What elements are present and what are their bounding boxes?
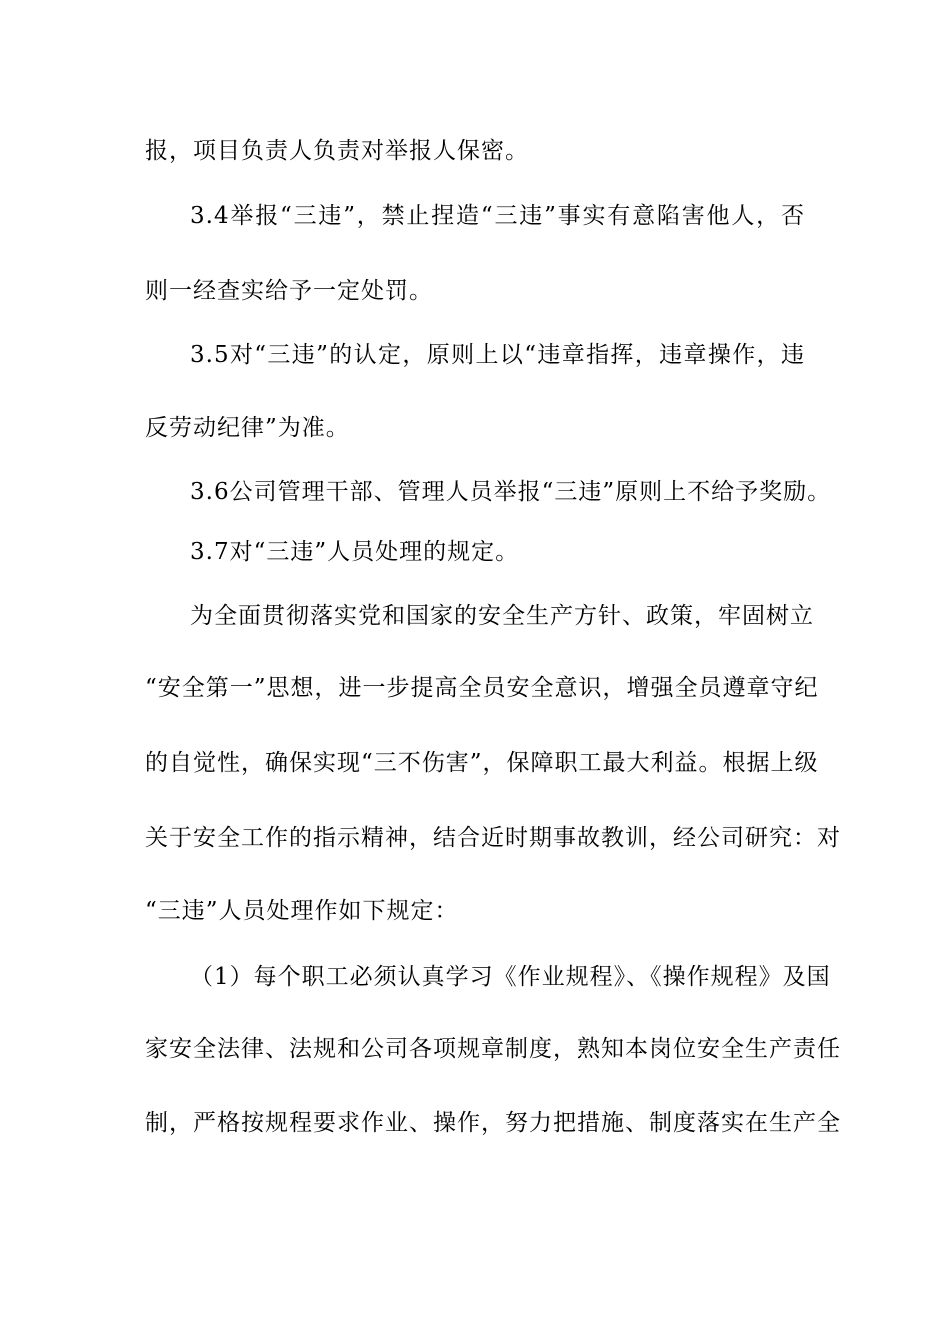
text-line-14: 家安全法律、法规和公司各项规章制度，熟知本岗位安全生产责任 <box>145 1036 841 1062</box>
text-line-13: （1）每个职工必须认真学习《作业规程》、《操作规程》及国 <box>190 964 831 990</box>
text-line-9: “安全第一”思想，进一步提高全员安全意识，增强全员遵章守纪 <box>145 675 819 701</box>
text-line-8: 为全面贯彻落实党和国家的安全生产方针、政策，牢固树立 <box>190 603 814 629</box>
text-line-4: 3.5对“三违”的认定，原则上以“违章指挥，违章操作，违 <box>190 342 805 368</box>
text-line-7: 3.7对“三违”人员处理的规定。 <box>190 539 520 565</box>
text-line-5: 反劳动纪律”为准。 <box>145 415 350 441</box>
text-line-12: “三违”人员处理作如下规定： <box>145 898 459 924</box>
text-line-10: 的自觉性，确保实现“三不伤害”，保障职工最大利益。根据上级 <box>145 750 819 776</box>
text-line-11: 关于安全工作的指示精神，结合近时期事故教训，经公司研究：对 <box>145 825 841 851</box>
text-line-6: 3.6公司管理干部、管理人员举报“三违”原则上不给予奖励。 <box>190 479 832 505</box>
text-line-2: 3.4举报“三违”，禁止捏造“三违”事实有意陷害他人，否 <box>190 203 805 229</box>
text-line-3: 则一经查实给予一定处罚。 <box>145 278 433 304</box>
text-line-1: 报，项目负责人负责对举报人保密。 <box>145 138 529 164</box>
text-line-15: 制，严格按规程要求作业、操作，努力把措施、制度落实在生产全 <box>145 1110 841 1136</box>
